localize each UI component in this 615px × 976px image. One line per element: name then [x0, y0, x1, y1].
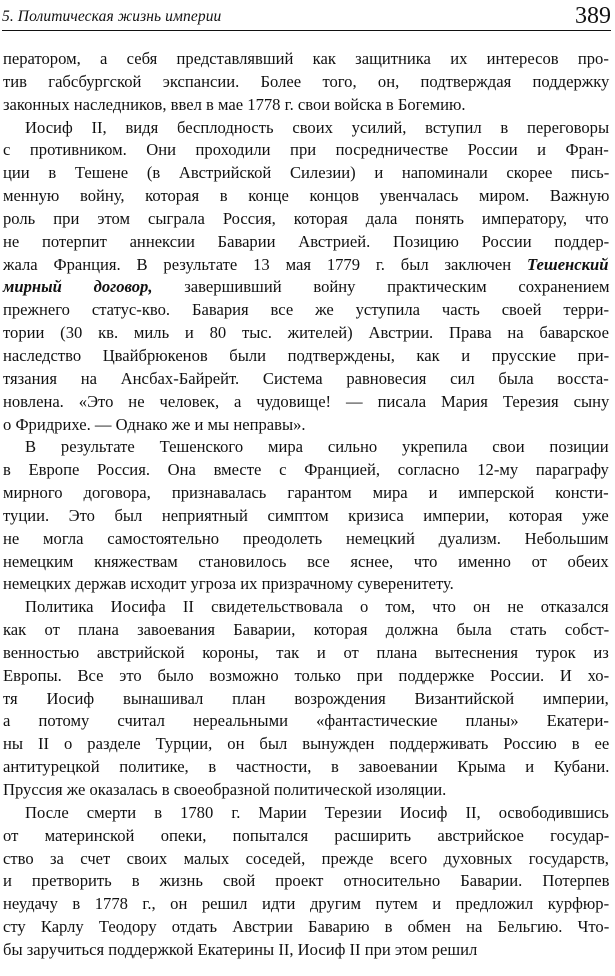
text-line: тя Иосиф вынашивал план возрождения Византийской империи, [3, 688, 609, 708]
text-line: в Европе Россия. Она вместе с Францией, согласно 12-му параграфу [3, 460, 609, 480]
running-title: 5. Политическая жизнь империи [2, 8, 222, 25]
text-line: роль при этом сыграла Россия, которая дала понять императору, что [3, 208, 609, 228]
text-line: ператором, а себя представлявший как защитника их интересов про- [3, 49, 609, 68]
text-line: не потерпит аннексии Баварии Австрией. Позицию России поддер- [3, 231, 610, 251]
text-line: менную войну, которая в конце концов увенчалась миром. Важную [3, 186, 610, 206]
text-line: ции в Тешене (в Австрийской Силезии) и напоминали скорее пись- [3, 163, 610, 183]
text-line: тории (30 кв. миль и 80 тыс. жителей) Австрии. Права на баварское [3, 323, 609, 343]
page-number: 389 [575, 3, 611, 29]
text-line: сту Карлу Теодору отдать Австрии Баварию в обмен на Бельгию. Что- [3, 917, 610, 937]
text-line: от материнской опеки, попытался расширить австрийское государ- [3, 825, 610, 845]
text-line: После смерти в 1780 г. Марии Терезии Иосиф II, освободившись [25, 802, 609, 822]
text-segment: жала Франция. В результате 13 мая 1779 г. был заключен [3, 254, 527, 274]
text-line: прежнего статус-кво. Бавария все же уступила часть своей терри- [3, 300, 610, 320]
text-line-with-emphasis [3, 254, 609, 277]
text-line: тив габсбургской экспансии. Более того, он, подтверждая поддержку [3, 71, 610, 91]
text-line: а потому считал нереальными «фантастические планы» Екатери- [3, 711, 609, 731]
paragraph-4 [3, 596, 609, 802]
treaty-name-emphasis: Тешенский [526, 254, 609, 274]
text-line: бы заручиться поддержкой Екатерины II, Иосиф II при этом решил [3, 939, 478, 959]
text-line: Пруссия же оказалась в своеобразной политической изоляции. [3, 780, 447, 799]
text-line: как от плана завоевания Баварии, которая должна была стать собст- [3, 620, 610, 640]
text-line: немецким княжествам становилось все яснее, что именно от обеих [3, 551, 609, 571]
text-line: новлена. «Это не человек, а чудовище! — писала Мария Терезия сыну [3, 391, 610, 411]
text-line: не могла самостоятельно преодолеть немецкий дуализм. Небольшим [3, 528, 609, 548]
text-line: с противником. Они проходили при посредничестве России и Фран- [3, 140, 609, 160]
paragraph-2 [3, 117, 609, 437]
treaty-name-emphasis: мирный договор, [3, 277, 153, 297]
text-line: и претворить в жизнь свой проект относительно Баварии. Потерпев [3, 871, 610, 891]
paragraph-1 [3, 48, 609, 117]
paragraph-3 [3, 436, 609, 596]
text-line: венностью австрийской короны, так и от плана вытеснения турок из [3, 642, 609, 662]
text-line: В результате Тешенского мира сильно укрепила свои позиции [25, 437, 609, 457]
text-line: неудачу в 1778 г., он решил идти другим путем и предложил курфюр- [3, 894, 610, 914]
text-line: ны II о разделе Турции, он был вынужден поддерживать Россию в ее [3, 734, 610, 754]
page-header [2, 0, 611, 31]
text-line: ство за счет своих малых соседей, прежде всего духовных государств, [3, 848, 609, 868]
text-line-with-emphasis [3, 276, 609, 299]
paragraph-5 [3, 802, 609, 962]
text-segment: завершивший войну практическим сохранением [152, 277, 610, 297]
text-line: туции. Это был неприятный симптом кризиса империи, которая уже [3, 505, 609, 525]
text-line: мирного договора, признавалась гарантом мира и имперской консти- [3, 483, 609, 503]
text-line: немецких держав исходит угроза их призрачному суверенитету. [3, 574, 454, 594]
text-line: законных наследников, ввел в мае 1778 г. свои войска в Богемию. [3, 94, 466, 114]
text-line: тязания на Ансбах-Байрейт. Система равновесия сил была восста- [3, 368, 609, 388]
text-line: наследство Цвайбрюкенов были подтверждены, как и прусские при- [3, 345, 610, 365]
text-line: Политика Иосифа II свидетельствовала о том, что он не отказался [25, 597, 609, 617]
body-text [3, 48, 609, 962]
text-line: Иосиф II, видя бесплодность своих усилий, вступил в переговоры [25, 117, 610, 137]
text-line: о Фридрихе. — Однако же и мы неправы». [3, 414, 306, 434]
text-line: Европы. Все это было возможно только при поддержке России. И хо- [3, 665, 610, 685]
text-line: антитурецкой политике, в частности, в завоевании Крыма и Кубани. [3, 757, 610, 777]
